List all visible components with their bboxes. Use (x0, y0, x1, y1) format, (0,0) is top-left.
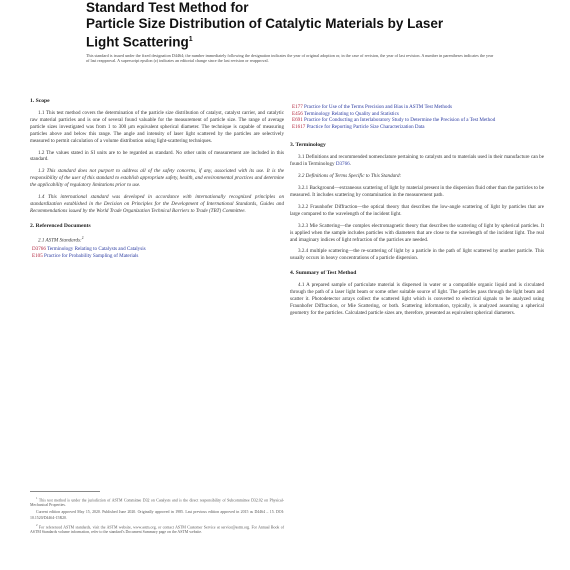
reference-title[interactable]: Practice for Conducting an Interlaboratory Study to Determine the Precision of a Test Method (304, 117, 496, 124)
definition-3-2-3: 3.2.3 Mie Scattering—the complex electromagnetic theory that describes the scattering of light by spherical particles. It is applied when the sample includes particles with diameters that are close to the wavelength of the incident light. The real and imaginary indices of light refraction of the particles are needed. (290, 222, 544, 243)
designation-notice: This standard is issued under the fixed designation D4464; the number immediately following the designation indicates the year of original adoption or, in the case of revision, the year of last revision. A number in parentheses indicates the year of last reapproval. A superscript epsilon (ε) indicates an editorial change since the last revision or reapproval. (86, 53, 494, 64)
right-column (290, 104, 544, 322)
scope-heading: 1. Scope (30, 98, 50, 104)
terminology-para-text: 3.1 Definitions and recommended nomenclature pertaining to catalysts and to materials used in their manufacture can be found in Terminology (290, 154, 544, 168)
title-line-1: Standard Test Method for (86, 0, 249, 15)
title-footnote-mark: 1 (188, 36, 193, 43)
footnote-2 (30, 523, 284, 535)
reference-code[interactable]: E105 (32, 252, 43, 259)
reference-code[interactable]: E456 (292, 110, 303, 117)
title-line-3-text: Light Scattering (86, 34, 189, 50)
terminology-heading: 3. Terminology (290, 142, 326, 149)
scope-para-1-1: 1.1 This test method covers the determination of the particle size distribution of catalyst, catalyst carrier, and catalytic raw material particles and is one of several found valuable for the measurement of particle size. The range of average particle sizes investigated was from 1 to 300 μm equivalent spherical diameter. The technique is capable of measuring particles above and below this range. The angle and intensity of laser light scattered by the particles are selectively measured to permit calculation of a volume distribution using light-scattering techniques. (30, 110, 284, 144)
title-line-2: Particle Size Distribution of Catalytic Materials by Laser (86, 16, 444, 31)
definitions-label: 3.2 Definitions of Terms Specific to This Standard: (298, 173, 402, 180)
reference-title[interactable]: Practice for Use of the Terms Precision and Bias in ASTM Test Methods (304, 104, 452, 110)
reference-code[interactable]: E691 (292, 117, 303, 124)
scope-para-1-4: 1.4 This international standard was developed in accordance with internationally recognized principles on standardization established in the Decision on Principles for the Development of International Standards, Guides and Recommendations issued by the World Trade Organization Technical Barriers to Trade (TBT) Committee. (30, 194, 284, 214)
reference-code[interactable]: D3766 (32, 246, 46, 253)
reference-code[interactable]: E1617 (292, 123, 306, 130)
terminology-d3766-link[interactable]: D3766 (335, 161, 350, 168)
footnote-divider (30, 491, 100, 492)
footnote-mark: 2 (36, 522, 38, 527)
title-line-3 (86, 32, 506, 51)
document-title (86, 0, 506, 51)
definition-3-2-2: 3.2.2 Fraunhofer Diffraction—the optical theory that describes the low-angle scattering of light by particles that are large compared to the wavelength of the incident light. (290, 203, 544, 217)
reference-item[interactable] (30, 253, 284, 260)
terminology-para-3-1 (290, 154, 544, 168)
left-column (30, 98, 285, 535)
reference-code[interactable]: E177 (292, 104, 303, 110)
footnote-text: Current edition approved May 15, 2020. Published June 2020. Originally approved in 1985. Last previous edition approved in 2015 as D4464 – 15. DOI: 10.1520/D4464-15R20. (30, 510, 284, 520)
scope-para-1-2: 1.2 The values stated in SI units are to be regarded as standard. No other units of measurement are included in this standard. (30, 149, 284, 163)
footnote-text: This test method is under the jurisdiction of ASTM Committee D32 on Catalysts and is the direct responsibility of Subcommittee D32.02 on Physical-Mechanical Properties. (30, 498, 285, 508)
summary-heading: 4. Summary of Test Method (290, 270, 357, 277)
footnote-1-edition (30, 510, 284, 520)
scope-para-1-3: 1.3 This standard does not purport to address all of the safety concerns, if any, associated with its use. It is the responsibility of the user of this standard to establish appropriate safety, health, and environmental practices and determine the applicability of regulatory limitations prior to use. (30, 168, 284, 189)
astm-standards-label-text: 2.1 ASTM Standards: (38, 237, 82, 244)
footnotes-area (30, 483, 284, 537)
footnote-mark: 1 (36, 496, 38, 500)
summary-para-4-1: 4.1 A prepared sample of particulate material is dispersed in water or a compatible organic liquid and is circulated through the path of a laser light beam or some other suitable source of light. The particles pass through the light beam and scatter it. Photodetector arrays collect the scattered light which is converted to electrical signals to be analyzed using Fraunhofer Diffraction, or Mie Scattering, or both. Scattering information, typically, is analyzed assuming a spherical geometry for the particles. Calculated particle sizes are, therefore, presented as equivalent spherical diameters. (290, 282, 544, 316)
definition-3-2-4: 3.2.4 multiple scattering—the re-scattering of light by a particle in the path of light scattered by another particle. This usually occurs in heavy concentrations of a particle dispersion. (290, 248, 544, 262)
reference-item[interactable] (290, 124, 544, 131)
reference-title[interactable]: Terminology Relating to Quality and Statistics (303, 110, 399, 117)
terminology-para-end: . (349, 161, 351, 168)
astm-standards-mark: 2 (81, 235, 84, 240)
reference-title[interactable]: Terminology Relating to Catalysts and Catalysis (47, 246, 146, 253)
footnote-1 (30, 496, 284, 508)
reference-item[interactable] (290, 117, 544, 124)
footnote-text: For referenced ASTM standards, visit the ASTM website, www.astm.org, or contact ASTM Customer Service at service@astm.org. For Annual Book of ASTM Standards volume information, refer to the standard's Document Summary page on the ASTM website. (30, 524, 284, 535)
reference-item[interactable] (290, 104, 544, 111)
referenced-documents-heading: 2. Referenced Documents (30, 222, 91, 229)
reference-title[interactable]: Practice for Probability Sampling of Materials (44, 252, 139, 259)
reference-item[interactable] (30, 246, 284, 253)
reference-title[interactable]: Practice for Reporting Particle Size Characterization Data (306, 123, 425, 130)
astm-standards-label (38, 235, 284, 244)
definition-3-2-1: 3.2.1 Background—extraneous scattering of light by material present in the dispersion fluid other than the particles to be measured. It includes scattering by contamination in the measurement path. (290, 185, 544, 198)
